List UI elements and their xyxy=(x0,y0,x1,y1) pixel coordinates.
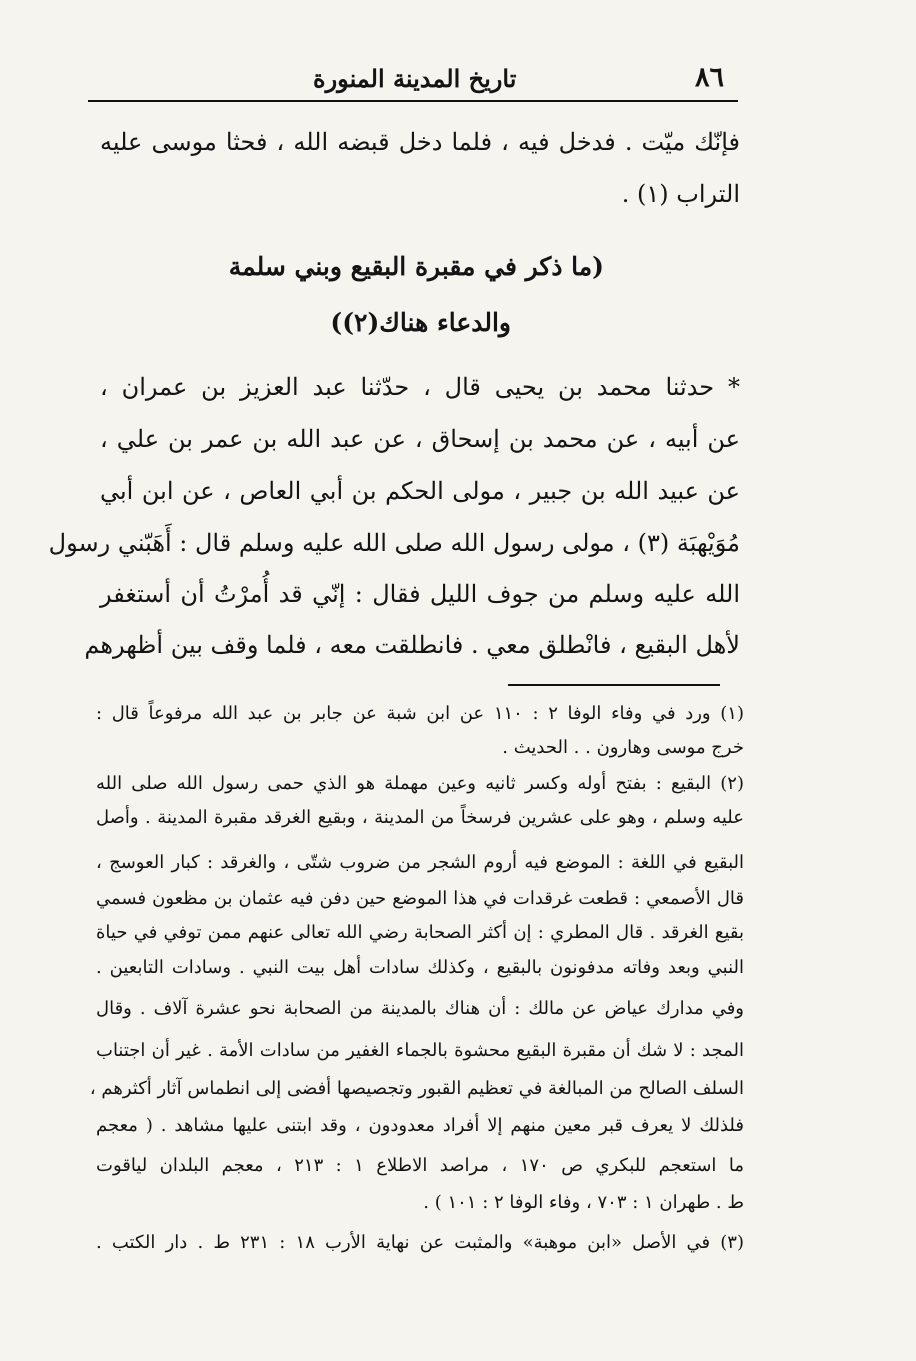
text-line: لأهل البقيع ، فانْطلق معي . فانطلقت معه ، فلما وقف بين أظهرهم xyxy=(84,631,740,659)
text-line: عن أبيه ، عن محمد بن إسحاق ، عن عبد الله بن عمر بن علي ، xyxy=(100,425,740,453)
footnote-line: ط . طهران ١ : ٧٠٣ ، وفاء الوفا ٢ : ١٠١ ) . xyxy=(423,1192,744,1213)
page-header xyxy=(88,62,734,98)
footnote-line: بقيع الغرقد . قال المطري : إن أكثر الصحابة رضي الله تعالى عنهم ممن توفي في حياة xyxy=(96,922,744,943)
footnote-line: (٣) في الأصل «ابن موهبة» والمثبت عن نهاية الأرب ١٨ : ٢٣١ ط . دار الكتب . xyxy=(96,1232,744,1253)
section-heading-line-1: (ما ذكر في مقبرة البقيع وبني سلمة xyxy=(228,252,604,281)
footnote-line: خرج موسى وهارون . . الحديث . xyxy=(502,737,744,758)
section-heading-line-2: والدعاء هناك(٢)) xyxy=(330,308,511,337)
text-line: الله عليه وسلم من جوف الليل فقال : إنّي قد أُمرْتُ أن أستغفر xyxy=(100,580,740,608)
footnote-line: قال الأصمعي : قطعت غرقدات في هذا الموضع حين دفن فيه عثمان بن مظعون فسمي xyxy=(96,888,744,909)
footnote-line: عليه وسلم ، وهو على عشرين فرسخاً من المدينة ، وبقيع الغرقد مقبرة المدينة . وأصل xyxy=(96,807,744,828)
footnote-line: النبي وبعد وفاته مدفونون بالبقيع ، وكذلك سادات أهل بيت النبي . وسادات التابعين . xyxy=(96,957,744,978)
text-line: مُوَيْهبَة (٣) ، مولى رسول الله صلى الله عليه وسلم قال : أَهَبّني رسول xyxy=(48,529,740,557)
footnote-line: وفي مدارك عياض عن مالك : أن هناك بالمدينة من الصحابة نحو عشرة آلاف . وقال xyxy=(96,998,744,1019)
footnote-line: فلذلك لا يعرف قبر معين منهم إلا أفراد معدودون ، وقد ابتنى عليها مشاهد . ( معجم xyxy=(96,1115,744,1136)
footnote-line: ما استعجم للبكري ص ١٧٠ ، مراصد الاطلاع ١ : ٢١٣ ، معجم البلدان لياقوت xyxy=(96,1155,744,1176)
footnote-line: (١) ورد في وفاء الوفا ٢ : ١١٠ عن ابن شبة عن جابر بن عبد الله مرفوعاً قال : xyxy=(96,703,744,724)
footnote-line: (٢) البقيع : بفتح أوله وكسر ثانيه وعين مهملة هو الذي حمى رسول الله صلى الله xyxy=(96,773,744,794)
header-rule xyxy=(88,100,738,102)
text-line: * حدثنا محمد بن يحيى قال ، حدّثنا عبد العزيز بن عمران ، xyxy=(100,373,740,401)
footnote-separator xyxy=(508,684,720,686)
text-line: عن عبيد الله بن جبير ، مولى الحكم بن أبي العاص ، عن ابن أبي xyxy=(100,477,740,505)
footnote-line: السلف الصالح من المبالغة في تعظيم القبور وتجصيصها أفضى إلى انطماس آثار أكثرهم ، xyxy=(89,1078,744,1099)
running-title: تاريخ المدينة المنورة xyxy=(313,64,517,93)
text-line: فإنّك ميّت . فدخل فيه ، فلما دخل قبضه الله ، فحثا موسى عليه xyxy=(100,128,740,156)
text-line: التراب (١) . xyxy=(621,180,740,208)
page-number: ٨٦ xyxy=(694,62,724,93)
footnote-line: المجد : لا شك أن مقبرة البقيع محشوة بالجماء الغفير من سادات الأمة . غير أن اجتناب xyxy=(96,1040,744,1061)
footnote-line: البقيع في اللغة : الموضع فيه أروم الشجر من ضروب شتّى ، والغرقد : كبار العوسج ، xyxy=(96,852,744,873)
